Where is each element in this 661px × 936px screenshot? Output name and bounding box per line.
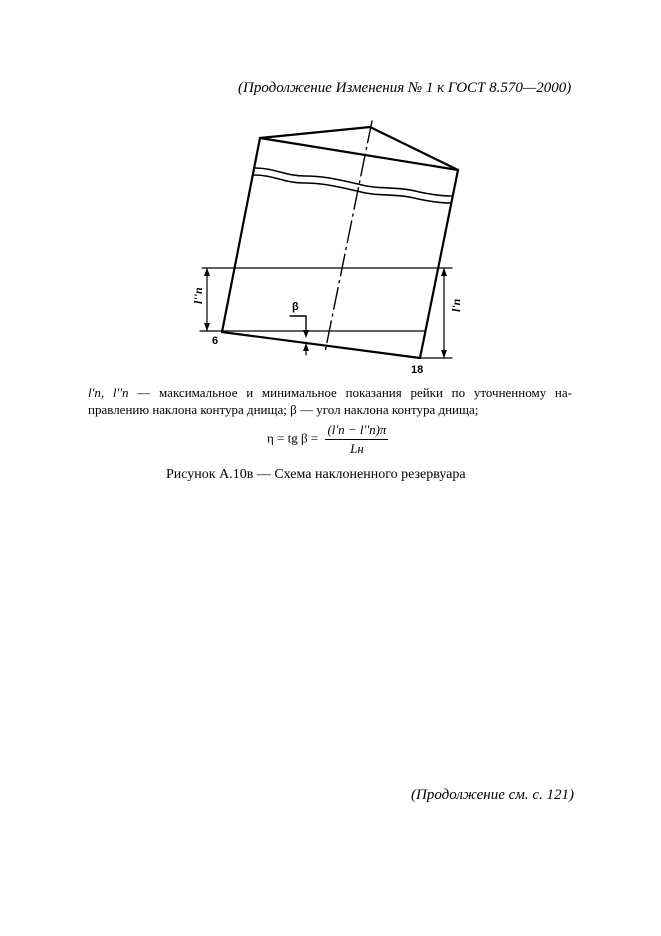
tank-left-wall <box>222 138 260 332</box>
formula-fraction <box>325 422 388 457</box>
legend-symbols: l'п, l''п <box>88 385 129 400</box>
continuation-footer: (Продолжение см. с. 121) <box>411 787 575 803</box>
arrow-head <box>303 330 309 338</box>
continuation-header: (Продолжение Изменения № 1 к ГОСТ 8.570—2000) <box>238 80 572 96</box>
tank-roof <box>260 127 458 170</box>
legend-line-2: правлению наклона контура днища; β — угол наклона контура днища; <box>88 402 479 417</box>
label-point-6: 6 <box>212 335 219 347</box>
arrow-head <box>441 268 447 276</box>
tank-right-wall <box>420 170 458 358</box>
tilt-formula <box>267 422 388 457</box>
label-lmin: l''п <box>191 287 205 304</box>
beta-leader <box>290 316 306 330</box>
formula-lhs: η = tg β = <box>267 430 319 446</box>
arrow-head <box>204 268 210 276</box>
label-beta: β <box>292 301 299 313</box>
figure-caption: Рисунок А.10в — Схема наклоненного резервуара <box>166 467 466 482</box>
arrow-head <box>441 350 447 358</box>
break-line-lower <box>254 175 451 203</box>
formula-denominator: Lн <box>350 441 364 456</box>
label-point-18: 18 <box>411 364 424 376</box>
tank-top-edge <box>260 138 458 170</box>
tank-bottom <box>222 332 420 358</box>
break-line-upper <box>255 168 452 196</box>
label-lmax: l'п <box>449 298 463 312</box>
formula-numerator: (l'п − l''п)π <box>325 422 388 440</box>
arrow-head <box>204 323 210 331</box>
figure-legend <box>88 384 572 418</box>
tank-axis <box>325 121 372 352</box>
legend-line-1: — максимальное и минимальное показания рейки по уточненному на- <box>137 385 572 400</box>
